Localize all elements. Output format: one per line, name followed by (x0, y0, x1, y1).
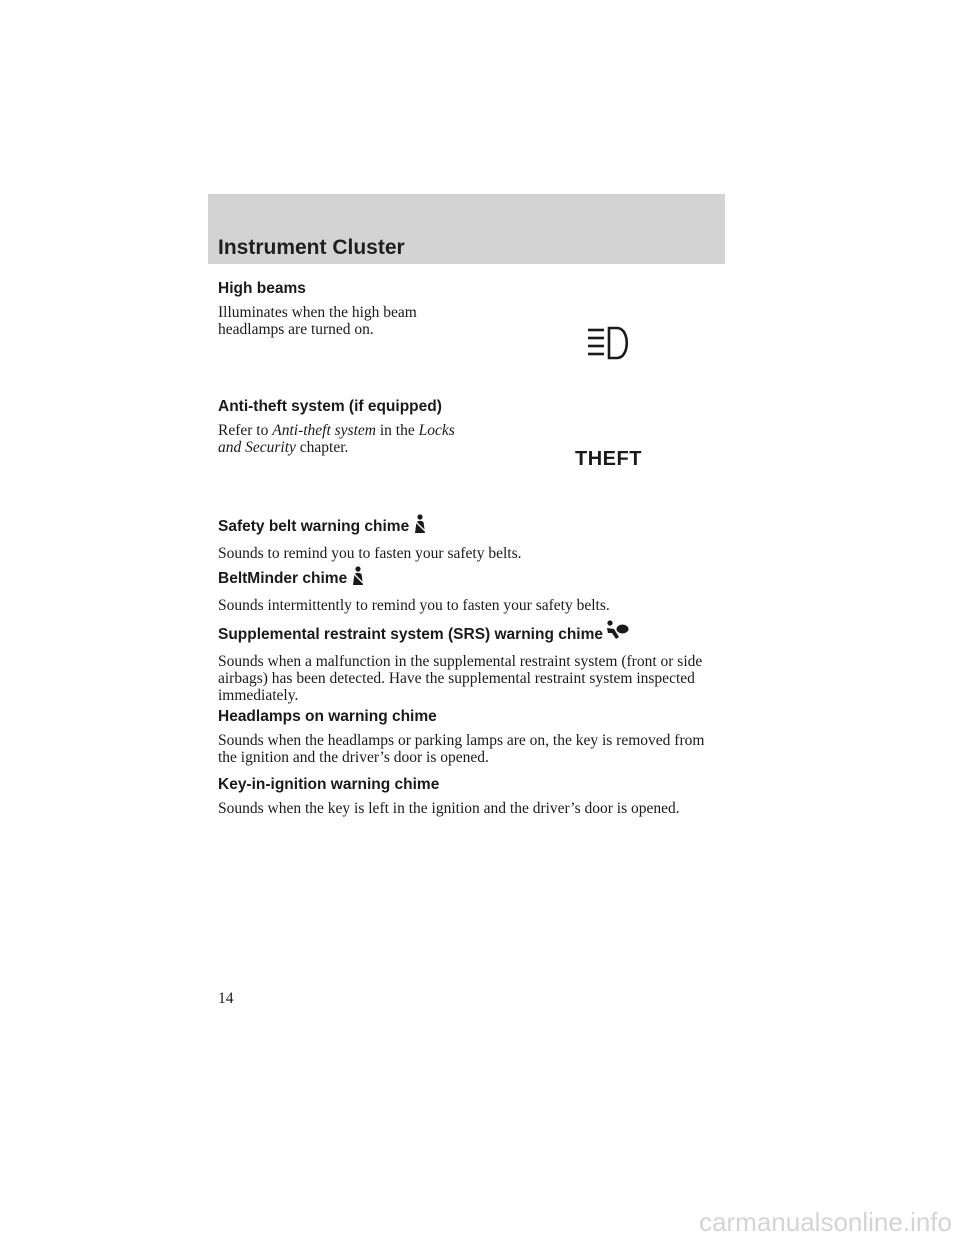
section-heading (218, 514, 718, 540)
heading-text: Supplemental restraint system (SRS) warning chime (218, 626, 604, 643)
body-text-mid: in the (375, 422, 419, 439)
section-beltminder-chime (218, 566, 718, 614)
section-key-in-ignition-chime (218, 775, 718, 817)
site-watermark: carmanualsonline.info (699, 1207, 952, 1237)
chapter-title: Instrument Cluster (218, 236, 405, 259)
section-body: Sounds when the key is left in the ignition and the driver’s door is opened. (218, 800, 680, 817)
section-high-beams (218, 279, 718, 338)
section-body: Sounds when a malfunction in the supplemental restraint system (front or side airbags) has been detected. Have the supplemental restraint system inspected immediately. (218, 653, 703, 704)
theft-indicator-label: THEFT (575, 448, 642, 470)
section-safety-belt-chime (218, 514, 718, 562)
section-body: Illuminates when the high beam headlamps are turned on. (218, 304, 417, 338)
section-body (218, 422, 468, 456)
seatbelt-icon (349, 566, 367, 592)
section-heading: Key-in-ignition warning chime (218, 776, 440, 793)
section-anti-theft (218, 397, 718, 456)
section-headlamps-on-chime (218, 707, 718, 766)
seatbelt-icon (411, 514, 429, 540)
cross-reference-system: Anti-theft system (272, 422, 376, 439)
heading-text: Safety belt warning chime (218, 518, 410, 535)
section-heading (218, 620, 718, 648)
section-heading: Headlamps on warning chime (218, 708, 437, 725)
section-body: Sounds to remind you to fasten your safety belts. (218, 545, 522, 562)
section-body: Sounds intermittently to remind you to fasten your safety belts. (218, 597, 610, 614)
cross-reference-chapter: Locks and Security (218, 422, 455, 456)
high-beam-icon (586, 326, 634, 364)
airbag-icon (605, 620, 631, 648)
section-heading: High beams (218, 280, 306, 297)
heading-text: BeltMinder chime (218, 570, 348, 587)
section-heading: Anti-theft system (if equipped) (218, 398, 442, 415)
body-text-suffix: chapter. (295, 439, 349, 456)
chapter-header-band (208, 194, 725, 264)
section-heading (218, 566, 718, 592)
body-text-prefix: Refer to (218, 422, 273, 439)
section-srs-chime (218, 620, 718, 704)
section-body: Sounds when the headlamps or parking lamps are on, the key is removed from the ignition and the driver’s door is opened. (218, 732, 705, 766)
page-number: 14 (218, 990, 234, 1007)
